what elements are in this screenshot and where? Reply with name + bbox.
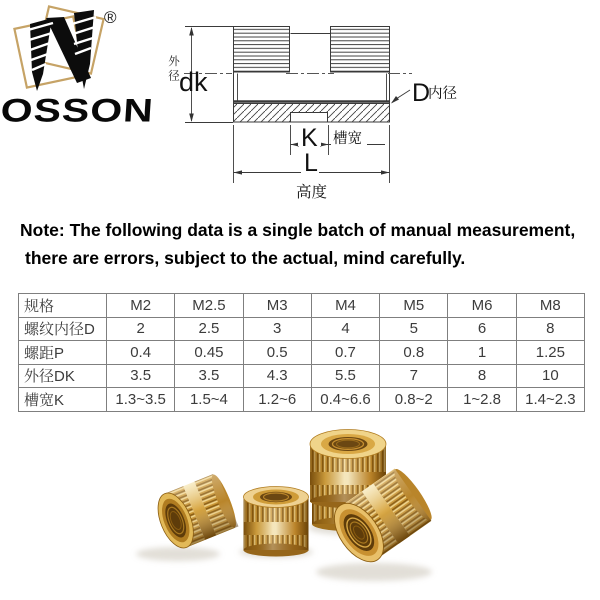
col-header-m4: M4 [311, 294, 379, 318]
row-label: 螺纹内径D [19, 317, 107, 341]
cell: 1 [448, 341, 516, 365]
product-photo [112, 404, 492, 600]
note-line-2: there are errors, subject to the actual, mind carefully. [25, 248, 466, 268]
col-header-m25: M2.5 [175, 294, 243, 318]
cell: 5.5 [311, 364, 379, 388]
diagram-height-cn-label: 高度 [296, 184, 328, 201]
brand-logotype: OSSON [0, 92, 156, 129]
cell: 0.8~2 [380, 388, 448, 412]
registered-mark: ® [104, 8, 117, 27]
note-line-1: Note: The following data is a single batch of manual measurement, [20, 220, 576, 240]
col-header-m6: M6 [448, 294, 516, 318]
row-label: 槽宽K [19, 388, 107, 412]
table-row-inner-diameter [19, 317, 585, 341]
cell: 8 [516, 317, 584, 341]
cell: 1.4~2.3 [516, 388, 584, 412]
cell: 0.45 [175, 341, 243, 365]
cell: 1.5~4 [175, 388, 243, 412]
cell: 2.5 [175, 317, 243, 341]
cell: 6 [448, 317, 516, 341]
cell: 3.5 [107, 364, 175, 388]
table-header-row [19, 294, 585, 318]
cell: 1.25 [516, 341, 584, 365]
cell: 10 [516, 364, 584, 388]
insert-section-diagram [160, 6, 460, 204]
col-header-spec: 规格 [19, 294, 107, 318]
cell: 0.4 [107, 341, 175, 365]
col-header-m2: M2 [107, 294, 175, 318]
row-label: 外径DK [19, 364, 107, 388]
diagram-k-label: K [301, 124, 318, 152]
col-header-m3: M3 [243, 294, 311, 318]
cell: 5 [380, 317, 448, 341]
insert-center [244, 487, 309, 557]
cell: 0.5 [243, 341, 311, 365]
cell: 3 [243, 317, 311, 341]
brand-emblem [6, 4, 130, 98]
cell: 0.4~6.6 [311, 388, 379, 412]
table-row-outer-diameter [19, 364, 585, 388]
cell: 2 [107, 317, 175, 341]
cell: 7 [380, 364, 448, 388]
row-label: 螺距P [19, 341, 107, 365]
cell: 1~2.8 [448, 388, 516, 412]
insert-left-tilted [151, 472, 240, 553]
cell: 3.5 [175, 364, 243, 388]
cell: 4.3 [243, 364, 311, 388]
part-outline [234, 27, 390, 123]
cell: 4 [311, 317, 379, 341]
cell: 1.3~3.5 [107, 388, 175, 412]
cell: 8 [448, 364, 516, 388]
diagram-inner-cn-label: 内径 [428, 86, 457, 102]
spec-table [18, 293, 585, 412]
diagram-d-label: D [412, 79, 431, 107]
diagram-slot-cn-label: 槽宽 [333, 131, 362, 147]
diagram-outer-diameter-cn-label: 外径 [167, 55, 179, 84]
measurement-note [20, 216, 598, 272]
diagram-l-label: L [304, 149, 318, 177]
cell: 0.7 [311, 341, 379, 365]
diagram-dk-label: dk [179, 67, 208, 97]
cell: 0.8 [380, 341, 448, 365]
col-header-m8: M8 [516, 294, 584, 318]
screw-n-icon [28, 10, 96, 91]
cell: 1.2~6 [243, 388, 311, 412]
table-row-pitch [19, 341, 585, 365]
col-header-m5: M5 [380, 294, 448, 318]
